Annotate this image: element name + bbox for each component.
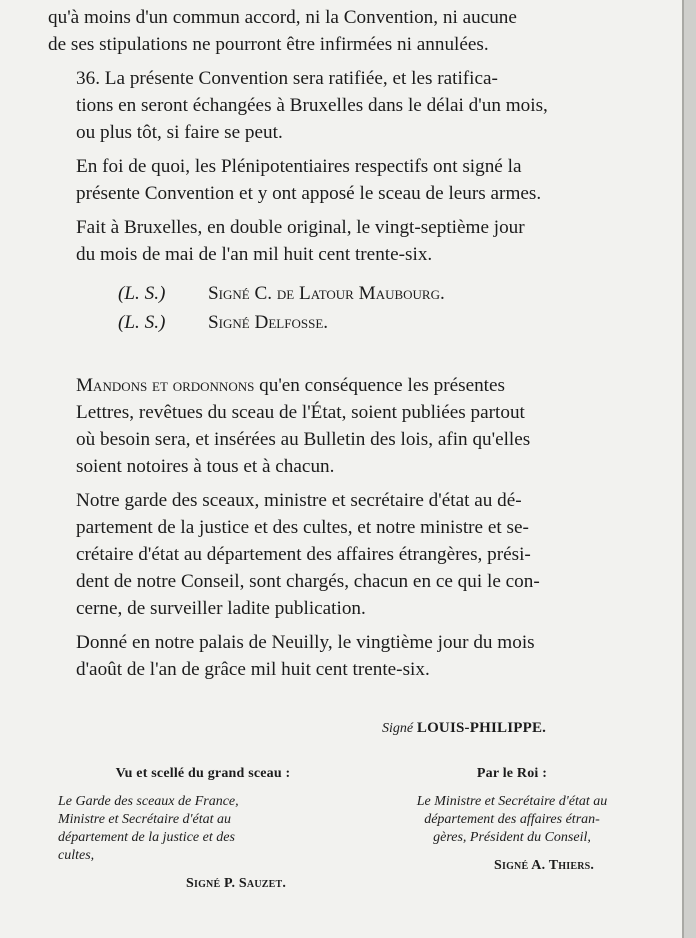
text-line: 36. La présente Convention sera ratifiée, et les ratifica- (76, 68, 498, 89)
footer-left-title (58, 793, 348, 865)
text-line: Le Garde des sceaux de France, (58, 794, 239, 809)
text-line: gères, Président du Conseil, (433, 830, 591, 845)
footer-left-signature: Signé P. Sauzet. (186, 876, 287, 891)
mandons-lead: Mandons et ordonnons (76, 375, 255, 396)
text-line: d'août de l'an de grâce mil huit cent trente-six. (76, 659, 430, 680)
text-line: soient notoires à tous et à chacun. (76, 456, 335, 477)
paragraph-en-foi (48, 153, 652, 207)
footer-left-block (58, 765, 348, 893)
text-line: Le Ministre et Secrétaire d'état au (416, 794, 608, 809)
paragraph-fait-a-bruxelles (48, 214, 652, 268)
text-line: cerne, de surveiller ladite publication. (76, 598, 366, 619)
signature-text: Signé Delfosse. (208, 312, 329, 333)
convention-signatures (118, 279, 652, 337)
text-line: département des affaires étran- (424, 812, 600, 827)
paragraph-article-36 (48, 65, 652, 146)
text-line: Donné en notre palais de Neuilly, le vingtième jour du mois (76, 632, 535, 653)
text-line: Fait à Bruxelles, en double original, le vingt-septième jour (76, 217, 525, 238)
text-line: dent de notre Conseil, sont chargés, chacun en ce qui le con- (76, 571, 540, 592)
body-text (48, 4, 652, 683)
text-line: où besoin sera, et insérées au Bulletin des lois, afin qu'elles (76, 429, 531, 450)
text-line: présente Convention et y ont apposé le sceau de leurs armes. (76, 183, 542, 204)
signature-delfosse (118, 308, 652, 337)
text-line: qu'à moins d'un commun accord, ni la Convention, ni aucune (48, 7, 517, 28)
text-line: Notre garde des sceaux, ministre et secrétaire d'état au dé- (76, 490, 522, 511)
text-line: du mois de mai de l'an mil huit cent trente-six. (76, 244, 433, 265)
text-line: ou plus tôt, si faire se peut. (76, 122, 283, 143)
text-line: Lettres, revêtues du sceau de l'État, soient publiées partout (76, 402, 525, 423)
seal-mark: (L. S.) (118, 312, 166, 333)
text-line: tions en seront échangées à Bruxelles dans le délai d'un mois, (76, 95, 548, 116)
text-line: Ministre et Secrétaire d'état au (58, 812, 232, 827)
text-line: cultes, (58, 848, 95, 863)
text-line: En foi de quoi, les Plénipotentiaires respectifs ont signé la (76, 156, 522, 177)
king-signature (382, 720, 546, 737)
paragraph-mandons (48, 372, 652, 480)
page-edge (684, 0, 696, 938)
signature-text: Signé C. de Latour Maubourg. (208, 283, 445, 304)
text-line: partement de la justice et des cultes, et notre ministre et se- (76, 517, 529, 538)
paragraph-donne (48, 629, 652, 683)
footer-left-heading: Vu et scellé du grand sceau : (115, 766, 291, 781)
signe-label: Signé (382, 721, 414, 736)
paragraph-notre-garde (48, 487, 652, 622)
footer-right-title (362, 793, 662, 847)
footer-right-block (362, 765, 662, 875)
text-line: de ses stipulations ne pourront être infirmées ni annulées. (48, 34, 489, 55)
king-name: LOUIS-PHILIPPE. (416, 720, 547, 736)
seal-mark: (L. S.) (118, 283, 166, 304)
text-fragment: qu'en conséquence les présentes (254, 375, 505, 396)
footer-right-signature: Signé A. Thiers. (494, 858, 595, 873)
text-line (48, 372, 652, 399)
paragraph-1 (48, 4, 652, 58)
text-line: département de la justice et des (58, 830, 235, 845)
footer-right-heading: Par le Roi : (476, 766, 548, 781)
text-line: crétaire d'état au département des affaires étrangères, prési- (76, 544, 531, 565)
signature-latour (118, 279, 652, 308)
